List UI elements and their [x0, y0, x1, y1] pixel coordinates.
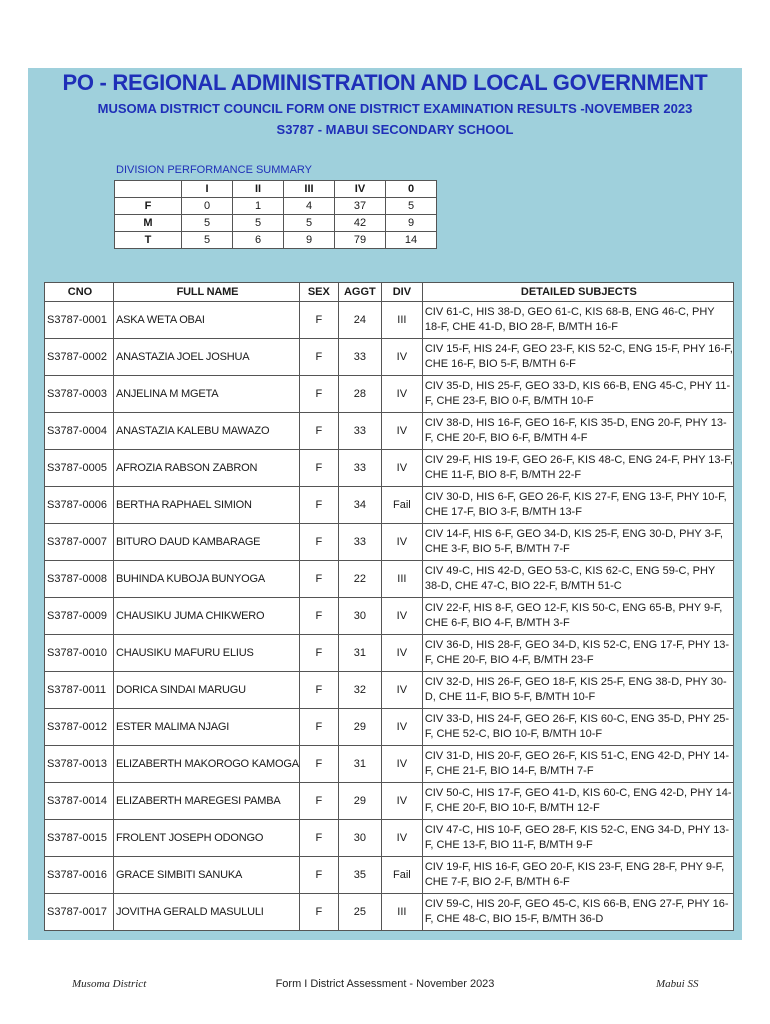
cno-cell: S3787-0007 [45, 524, 114, 561]
subjects-cell: CIV 19-F, HIS 16-F, GEO 20-F, KIS 23-F, ENG 28-F, PHY 9-F, CHE 7-F, BIO 2-F, B/MTH 6-F [422, 857, 733, 894]
division-cell: IV [381, 376, 422, 413]
summary-header-row [115, 181, 437, 198]
subjects-cell: CIV 35-D, HIS 25-F, GEO 33-D, KIS 66-B, ENG 45-C, PHY 11-F, CHE 23-F, BIO 0-F, B/MTH 10-F [422, 376, 733, 413]
aggt-cell: 22 [338, 561, 381, 598]
cno-cell: S3787-0012 [45, 709, 114, 746]
aggt-cell: 29 [338, 709, 381, 746]
table-row [45, 783, 734, 820]
table-row [45, 857, 734, 894]
subjects-cell: CIV 49-C, HIS 42-D, GEO 53-C, KIS 62-C, ENG 59-C, PHY 38-D, CHE 47-C, BIO 22-F, B/MTH 51-C [422, 561, 733, 598]
full-name-cell: BERTHA RAPHAEL SIMION [114, 487, 300, 524]
summary-cell: 5 [386, 198, 437, 215]
subjects-cell: CIV 38-D, HIS 16-F, GEO 16-F, KIS 35-D, ENG 20-F, PHY 13-F, CHE 20-F, BIO 6-F, B/MTH 4-F [422, 413, 733, 450]
cno-cell: S3787-0013 [45, 746, 114, 783]
summary-cell: 9 [284, 232, 335, 249]
aggt-cell: 31 [338, 746, 381, 783]
summary-cell: 14 [386, 232, 437, 249]
division-summary-table [114, 180, 437, 249]
summary-cell: 6 [233, 232, 284, 249]
summary-cell: 5 [233, 215, 284, 232]
summary-cell: 79 [335, 232, 386, 249]
summary-cell: 1 [233, 198, 284, 215]
aggt-header: AGGT [338, 283, 381, 302]
table-row [45, 487, 734, 524]
summary-row-label: T [115, 232, 182, 249]
aggt-cell: 33 [338, 524, 381, 561]
division-cell: IV [381, 339, 422, 376]
cno-cell: S3787-0011 [45, 672, 114, 709]
table-row [45, 820, 734, 857]
sex-header: SEX [299, 283, 338, 302]
summary-cell: 42 [335, 215, 386, 232]
cno-cell: S3787-0001 [45, 302, 114, 339]
sex-cell: F [299, 561, 338, 598]
aggt-cell: 25 [338, 894, 381, 931]
cno-cell: S3787-0014 [45, 783, 114, 820]
subjects-cell: CIV 29-F, HIS 19-F, GEO 26-F, KIS 48-C, ENG 24-F, PHY 13-F, CHE 11-F, BIO 8-F, B/MTH 22-F [422, 450, 733, 487]
division-cell: IV [381, 413, 422, 450]
div-header: DIV [381, 283, 422, 302]
subjects-cell: CIV 32-D, HIS 26-F, GEO 18-F, KIS 25-F, ENG 38-D, PHY 30-D, CHE 11-F, BIO 5-F, B/MTH 10-F [422, 672, 733, 709]
full-name-cell: ANJELINA M MGETA [114, 376, 300, 413]
subjects-cell: CIV 33-D, HIS 24-F, GEO 26-F, KIS 60-C, ENG 35-D, PHY 25-F, CHE 52-C, BIO 10-F, B/MTH 10-F [422, 709, 733, 746]
summary-cell: 5 [182, 232, 233, 249]
summary-cell: 5 [182, 215, 233, 232]
cno-cell: S3787-0010 [45, 635, 114, 672]
full-name-cell: CHAUSIKU JUMA CHIKWERO [114, 598, 300, 635]
subjects-cell: CIV 22-F, HIS 8-F, GEO 12-F, KIS 50-C, ENG 65-B, PHY 9-F, CHE 6-F, BIO 4-F, B/MTH 3-F [422, 598, 733, 635]
division-cell: IV [381, 820, 422, 857]
table-row [45, 302, 734, 339]
full-name-cell: BITURO DAUD KAMBARAGE [114, 524, 300, 561]
full-name-cell: ASKA WETA OBAI [114, 302, 300, 339]
sex-cell: F [299, 339, 338, 376]
subjects-cell: CIV 59-C, HIS 20-F, GEO 45-C, KIS 66-B, ENG 27-F, PHY 16-F, CHE 48-C, BIO 15-F, B/MTH 36-D [422, 894, 733, 931]
subjects-cell: CIV 61-C, HIS 38-D, GEO 61-C, KIS 68-B, ENG 46-C, PHY 18-F, CHE 41-D, BIO 28-F, B/MTH 16-F [422, 302, 733, 339]
cno-cell: S3787-0005 [45, 450, 114, 487]
cno-cell: S3787-0006 [45, 487, 114, 524]
table-row [45, 413, 734, 450]
results-body [45, 283, 734, 931]
cno-cell: S3787-0004 [45, 413, 114, 450]
division-cell: IV [381, 672, 422, 709]
full-name-cell: DORICA SINDAI MARUGU [114, 672, 300, 709]
full-name-cell: CHAUSIKU MAFURU ELIUS [114, 635, 300, 672]
table-row [45, 339, 734, 376]
full-name-cell: GRACE SIMBITI SANUKA [114, 857, 300, 894]
aggt-cell: 34 [338, 487, 381, 524]
division-cell: IV [381, 598, 422, 635]
summary-title: DIVISION PERFORMANCE SUMMARY [116, 164, 312, 176]
division-cell: III [381, 302, 422, 339]
summary-cell: 5 [284, 215, 335, 232]
division-cell: IV [381, 635, 422, 672]
table-row [45, 524, 734, 561]
table-row [45, 561, 734, 598]
summary-row [115, 198, 437, 215]
subjects-header: DETAILED SUBJECTS [422, 283, 733, 302]
subjects-cell: CIV 31-D, HIS 20-F, GEO 26-F, KIS 51-C, ENG 42-D, PHY 14-F, CHE 21-F, BIO 14-F, B/MTH 7-F [422, 746, 733, 783]
division-cell: III [381, 561, 422, 598]
results-header-row [45, 283, 734, 302]
summary-col-header: 0 [386, 181, 437, 198]
full-name-cell: ANASTAZIA KALEBU MAWAZO [114, 413, 300, 450]
sex-cell: F [299, 302, 338, 339]
aggt-cell: 31 [338, 635, 381, 672]
footer-district: Musoma District [72, 978, 147, 990]
footer-assessment: Form I District Assessment - November 2023 [275, 978, 495, 990]
subjects-cell: CIV 30-D, HIS 6-F, GEO 26-F, KIS 27-F, ENG 13-F, PHY 10-F, CHE 17-F, BIO 3-F, B/MTH 13-F [422, 487, 733, 524]
summary-cell: 4 [284, 198, 335, 215]
results-table [44, 282, 734, 931]
summary-cell: 9 [386, 215, 437, 232]
aggt-cell: 32 [338, 672, 381, 709]
summary-col-header: III [284, 181, 335, 198]
sex-cell: F [299, 820, 338, 857]
aggt-cell: 33 [338, 413, 381, 450]
division-cell: IV [381, 783, 422, 820]
full-name-cell: BUHINDA KUBOJA BUNYOGA [114, 561, 300, 598]
subjects-cell: CIV 15-F, HIS 24-F, GEO 23-F, KIS 52-C, ENG 15-F, PHY 16-F, CHE 16-F, BIO 5-F, B/MTH 6-F [422, 339, 733, 376]
sex-cell: F [299, 450, 338, 487]
cno-cell: S3787-0002 [45, 339, 114, 376]
division-cell: IV [381, 746, 422, 783]
full-name-cell: AFROZIA RABSON ZABRON [114, 450, 300, 487]
sex-cell: F [299, 635, 338, 672]
sex-cell: F [299, 894, 338, 931]
full-name-cell: FROLENT JOSEPH ODONGO [114, 820, 300, 857]
exam-subtitle: MUSOMA DISTRICT COUNCIL FORM ONE DISTRICT EXAMINATION RESULTS -NOVEMBER 2023 [97, 101, 693, 116]
summary-col-header: IV [335, 181, 386, 198]
summary-cell: 37 [335, 198, 386, 215]
subjects-cell: CIV 36-D, HIS 28-F, GEO 34-D, KIS 52-C, ENG 17-F, PHY 13-F, CHE 20-F, BIO 4-F, B/MTH 23-F [422, 635, 733, 672]
division-cell: IV [381, 709, 422, 746]
sex-cell: F [299, 524, 338, 561]
sex-cell: F [299, 672, 338, 709]
sex-cell: F [299, 746, 338, 783]
school-subtitle: S3787 - MABUI SECONDARY SCHOOL [276, 122, 514, 137]
summary-col-header: I [182, 181, 233, 198]
full-name-cell: ANASTAZIA JOEL JOSHUA [114, 339, 300, 376]
cno-cell: S3787-0017 [45, 894, 114, 931]
aggt-cell: 30 [338, 820, 381, 857]
sex-cell: F [299, 857, 338, 894]
summary-corner-cell [115, 181, 182, 198]
footer-school: Mabui SS [656, 978, 699, 990]
summary-col-header: II [233, 181, 284, 198]
subjects-cell: CIV 14-F, HIS 6-F, GEO 34-D, KIS 25-F, ENG 30-D, PHY 3-F, CHE 3-F, BIO 5-F, B/MTH 7-F [422, 524, 733, 561]
table-row [45, 672, 734, 709]
cno-cell: S3787-0009 [45, 598, 114, 635]
full-name-cell: ELIZABERTH MAKOROGO KAMOGA [114, 746, 300, 783]
division-cell: IV [381, 450, 422, 487]
division-cell: IV [381, 524, 422, 561]
sex-cell: F [299, 376, 338, 413]
subjects-cell: CIV 50-C, HIS 17-F, GEO 41-D, KIS 60-C, ENG 42-D, PHY 14-F, CHE 20-F, BIO 10-F, B/MTH 12-F [422, 783, 733, 820]
table-row [45, 450, 734, 487]
aggt-cell: 33 [338, 450, 381, 487]
summary-row-label: M [115, 215, 182, 232]
table-row [45, 709, 734, 746]
aggt-cell: 28 [338, 376, 381, 413]
cno-header: CNO [45, 283, 114, 302]
division-cell: Fail [381, 487, 422, 524]
table-row [45, 635, 734, 672]
division-cell: Fail [381, 857, 422, 894]
aggt-cell: 24 [338, 302, 381, 339]
aggt-cell: 35 [338, 857, 381, 894]
summary-row [115, 215, 437, 232]
aggt-cell: 29 [338, 783, 381, 820]
aggt-cell: 30 [338, 598, 381, 635]
cno-cell: S3787-0008 [45, 561, 114, 598]
sex-cell: F [299, 598, 338, 635]
cno-cell: S3787-0016 [45, 857, 114, 894]
cno-cell: S3787-0015 [45, 820, 114, 857]
table-row [45, 746, 734, 783]
full-name-cell: ELIZABERTH MAREGESI PAMBA [114, 783, 300, 820]
summary-row-label: F [115, 198, 182, 215]
sex-cell: F [299, 783, 338, 820]
sex-cell: F [299, 487, 338, 524]
summary-row [115, 232, 437, 249]
sex-cell: F [299, 413, 338, 450]
table-row [45, 598, 734, 635]
summary-cell: 0 [182, 198, 233, 215]
full-name-cell: JOVITHA GERALD MASULULI [114, 894, 300, 931]
subjects-cell: CIV 47-C, HIS 10-F, GEO 28-F, KIS 52-C, ENG 34-D, PHY 13-F, CHE 13-F, BIO 11-F, B/MTH 9-F [422, 820, 733, 857]
table-row [45, 894, 734, 931]
sex-cell: F [299, 709, 338, 746]
division-cell: III [381, 894, 422, 931]
cno-cell: S3787-0003 [45, 376, 114, 413]
aggt-cell: 33 [338, 339, 381, 376]
table-row [45, 376, 734, 413]
full-name-header: FULL NAME [114, 283, 300, 302]
full-name-cell: ESTER MALIMA NJAGI [114, 709, 300, 746]
page-title: PO - REGIONAL ADMINISTRATION AND LOCAL GOVERNMENT [62, 70, 708, 95]
